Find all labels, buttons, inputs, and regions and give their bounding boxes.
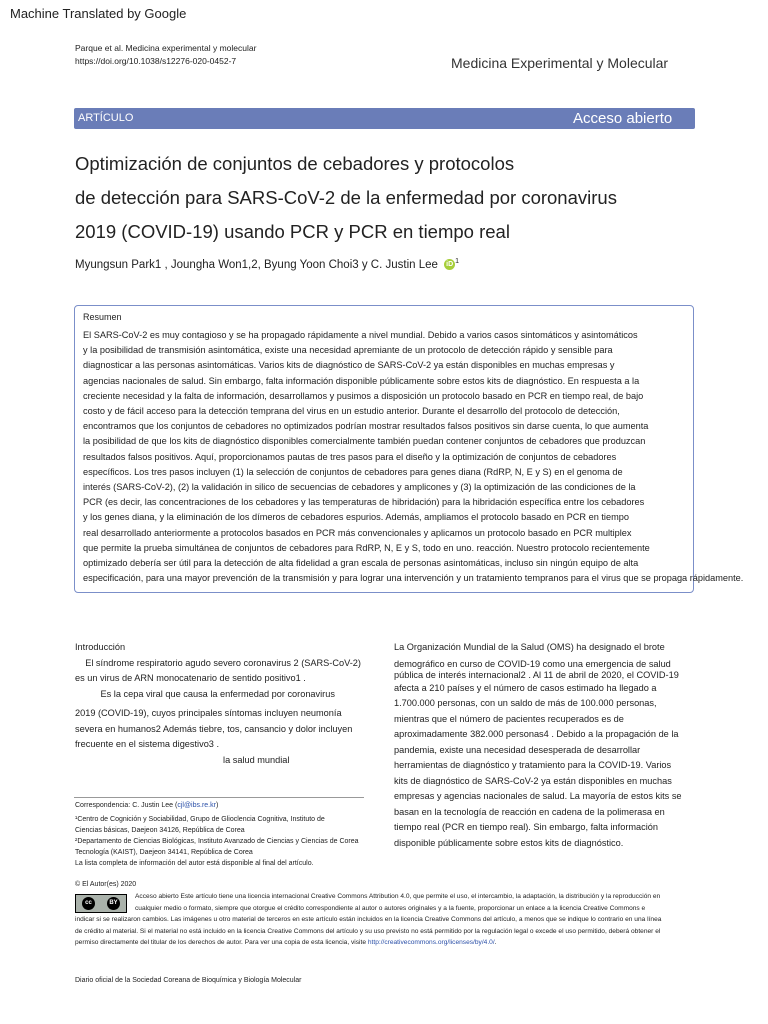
body-line: disponible públicamente sobre estos kits de diagnóstico. bbox=[394, 837, 624, 848]
footnotes bbox=[75, 800, 359, 869]
abstract-line: resultados falsos positivos. Aquí, proporcionamos pautas de tres pasos para el diseño y la optimización de conjuntos de cebadores bbox=[83, 451, 617, 462]
license-line: cualquier medio o formato, siempre que otorgue el crédito correspondiente al autor o autores originales y a la fuente, proporcionar un enlace a la licencia Creative Commons e bbox=[135, 904, 646, 912]
abstract-heading: Resumen bbox=[83, 312, 122, 322]
abstract-line: agencias nacionales de salud. Sin embargo, falta información disponible públicamente sobre estos kits de diagnóstico. En respuesta a la bbox=[83, 375, 640, 386]
abstract-line: PCR (es decir, las concentraciones de los cebadores y las temperaturas de hibridación) para la hibridación específica entre los cebadores bbox=[83, 497, 645, 508]
license-line: de crédito al material. Si el material no está incluido en la licencia Creative Commons del artículo y su uso previsto no está permitido por la regulación legal o excede el uso permitido, deberá obtener el bbox=[75, 927, 661, 935]
copyright-line: © El Autor(es) 2020 bbox=[75, 881, 137, 888]
citation-block bbox=[75, 42, 256, 68]
body-line: es un virus de ARN monocatenario de sentido positivo1 . bbox=[75, 673, 306, 683]
abstract-line: específicos. Los tres pasos incluyen (1) la selección de conjuntos de cebadores para genes diana (RdRP, N, E y S) en el genoma de bbox=[83, 466, 623, 477]
body-line: El síndrome respiratorio agudo severo coronavirus 2 (SARS-CoV-2) bbox=[75, 657, 361, 668]
abstract-line: real desarrollado anteriormente a protocolos basados en PCR más convencionales y aplicamos un protocolo basado en PCR multiplex bbox=[83, 527, 632, 538]
body-line: pandemia, existe una necesidad desesperada de desarrollar bbox=[394, 744, 641, 755]
abstract-line: y la posibilidad de transmisión asintomática, existe una necesidad apremiante de un protocolo de detección rápido y sensible para bbox=[83, 345, 613, 356]
license-link[interactable]: http://creativecommons.org/licenses/by/4.0/ bbox=[367, 939, 495, 946]
section-heading: Introducción bbox=[75, 642, 126, 652]
affiliation-line: Tecnología (KAIST), Daejeon 34141, República de Corea bbox=[75, 849, 253, 856]
abstract-line: costo y de fácil acceso para la detección temprana del virus en un estudio anterior. Durante el desarrollo del protocolo de detección, bbox=[83, 406, 620, 417]
correspondence-line: Correspondencia: C. Justin Lee (cjl@ibs.re.kr) bbox=[75, 802, 219, 809]
machine-translation-banner: Machine Translated by Google bbox=[10, 6, 187, 21]
abstract-line: interés (SARS-CoV-2), (2) la validación in silico de secuencias de cebadores y amplicones y (3) la optimización de las condiciones de la bbox=[83, 482, 636, 493]
attribution-icon: BY bbox=[107, 897, 120, 910]
body-line: demográfico en curso de COVID-19 como una emergencia de salud bbox=[394, 658, 671, 669]
body-line: severa en humanos2 Además tiebre, tos, cansancio y dolor incluyen bbox=[75, 723, 353, 734]
abstract-line: especificación, para una mayor prevención de la transmisión y para lograr una intervención y un tratamiento tempranos para el virus que se propaga rápidamente. bbox=[83, 573, 744, 584]
body-line: kits de diagnóstico de SARS-CoV-2 ya están disponibles en muchas bbox=[394, 775, 672, 786]
body-line: mientras que el número de pacientes recuperados es de bbox=[394, 713, 624, 724]
abstract-line: creciente necesidad y la falta de información, desarrollamos y pusimos a disposición un protocolo basado en PCR en tiempo real, de bajo bbox=[83, 390, 644, 401]
right-column bbox=[394, 640, 704, 851]
body-line: basan en la tecnología de reacción en cadena de la polimerasa en bbox=[394, 806, 665, 817]
creative-commons-badge[interactable] bbox=[75, 894, 127, 913]
abstract-line: El SARS-CoV-2 es muy contagioso y se ha propagado rápidamente a nivel mundial. Debido a varios casos sintomáticos y asintomáticos bbox=[83, 330, 638, 340]
doi-link[interactable]: https://doi.org/10.1038/s12276-020-0452-7 bbox=[75, 56, 237, 66]
body-line: Es la cepa viral que causa la enfermedad por coronavirus bbox=[75, 688, 335, 699]
body-line: aproximadamente 382.000 personas4 . Debido a la propagación de la bbox=[394, 729, 679, 739]
body-line: tiempo real (PCR en tiempo real). Sin embargo, falta información bbox=[394, 822, 659, 832]
introduction-column bbox=[75, 640, 385, 768]
body-line: frecuente en el sistema digestivo3 . bbox=[75, 739, 220, 749]
citation-line: Parque et al. Medicina experimental y molecular bbox=[75, 43, 257, 53]
article-type-label: ARTÍCULO bbox=[78, 112, 134, 124]
affiliation-line: Ciencias básicas, Daejeon 34126, República de Corea bbox=[75, 827, 245, 834]
affiliation-line: ¹Centro de Cognición y Sociabilidad, Grupo de Glioclencia Cognitiva, Instituto de bbox=[75, 816, 325, 823]
abstract-line: optimizado debería ser útil para la detección de alta fidelidad a gran escala de personas asintomáticas, incluso sin ningún equipo de alta bbox=[83, 558, 639, 569]
author-list bbox=[75, 258, 459, 271]
email-link[interactable]: cjl@ibs.re.kr bbox=[177, 802, 216, 809]
abstract-line: que permite la prueba simultánea de conjuntos de cebadores para RdRP, N, E y S, todo en uno. reacción. Nuestro protocolo recientemente bbox=[83, 542, 650, 553]
license-line: indicar si se realizaron cambios. Las imágenes u otro material de terceros en este artículo están incluidos en la licencia Creative Commons del artículo, a menos que se indique lo contrario en una línea bbox=[75, 916, 662, 923]
author-affiliation-sup: 1 bbox=[455, 258, 460, 265]
license-text bbox=[75, 891, 715, 949]
abstract-line: y los genes diana, y la eliminación de los dímeros de cebadores espurios. Además, ampliamos el protocolo basado en PCR en tiempo bbox=[83, 512, 629, 523]
body-line: afecta a 210 países y el número de casos estimado ha llegado a bbox=[394, 682, 657, 693]
abstract-text bbox=[83, 328, 768, 586]
open-access-label: Acceso abierto bbox=[573, 110, 673, 127]
cc-icon: cc bbox=[82, 897, 95, 910]
footnote-divider bbox=[74, 797, 364, 798]
title-line: 2019 (COVID-19) usando PCR y PCR en tiempo real bbox=[75, 221, 510, 242]
affiliation-line: La lista completa de información del autor está disponible al final del artículo. bbox=[75, 860, 314, 867]
body-line: pública de interés internacional2 . Al 11 de abril de 2020, el COVID-19 bbox=[394, 669, 679, 680]
journal-name: Medicina Experimental y Molecular bbox=[451, 55, 669, 71]
license-line: permiso directamente del titular de los derechos de autor. Para ver una copia de esta licencia, visite http://creativecommons.org/licenses/by/4.0/. bbox=[75, 939, 497, 946]
journal-footer: Diario oficial de la Sociedad Coreana de Bioquímica y Biología Molecular bbox=[75, 977, 302, 984]
body-line: La Organización Mundial de la Salud (OMS) ha designado el brote bbox=[394, 642, 665, 652]
affiliation-line: ²Departamento de Ciencias Biológicas, Instituto Avanzado de Ciencias y Ciencias de Corea bbox=[75, 838, 359, 845]
author-names: Myungsun Park1 , Joungha Won1,2, Byung Yoon Choi3 y C. Justin Lee bbox=[75, 258, 438, 271]
abstract-line: diagnosticar a las personas asintomáticas. Varios kits de diagnóstico de SARS-CoV-2 ya están disponibles en muchas empresas y bbox=[83, 360, 615, 371]
body-line: la salud mundial bbox=[75, 754, 290, 765]
article-title bbox=[75, 147, 715, 249]
orcid-icon[interactable]: iD bbox=[446, 261, 454, 269]
title-line: Optimización de conjuntos de cebadores y protocolos bbox=[75, 153, 515, 174]
body-line: empresas y agencias nacionales de salud. La mayoría de estos kits se bbox=[394, 791, 682, 801]
abstract-line: encontramos que los conjuntos de cebadores no optimizados podrían mostrar resultados falsos positivos sin darse cuenta, lo que aumenta bbox=[83, 421, 649, 432]
abstract-line: la posibilidad de que los kits de diagnóstico disponibles comercialmente también puedan contener conjuntos de cebadores que produzcan bbox=[83, 436, 646, 447]
license-line: Acceso abierto Este artículo tiene una licencia internacional Creative Commons Attribution 4.0, que permite el uso, el intercambio, la adaptación, la distribución y la reproducción en bbox=[135, 893, 661, 900]
body-line: herramientas de diagnóstico y tratamiento para la COVID-19. Varios bbox=[394, 760, 672, 770]
body-line: 1.700.000 personas, con un saldo de más de 100.000 personas, bbox=[394, 698, 657, 708]
title-line: de detección para SARS-CoV-2 de la enfermedad por coronavirus bbox=[75, 187, 617, 208]
body-line: 2019 (COVID-19), cuyos principales síntomas incluyen neumonía bbox=[75, 708, 342, 718]
